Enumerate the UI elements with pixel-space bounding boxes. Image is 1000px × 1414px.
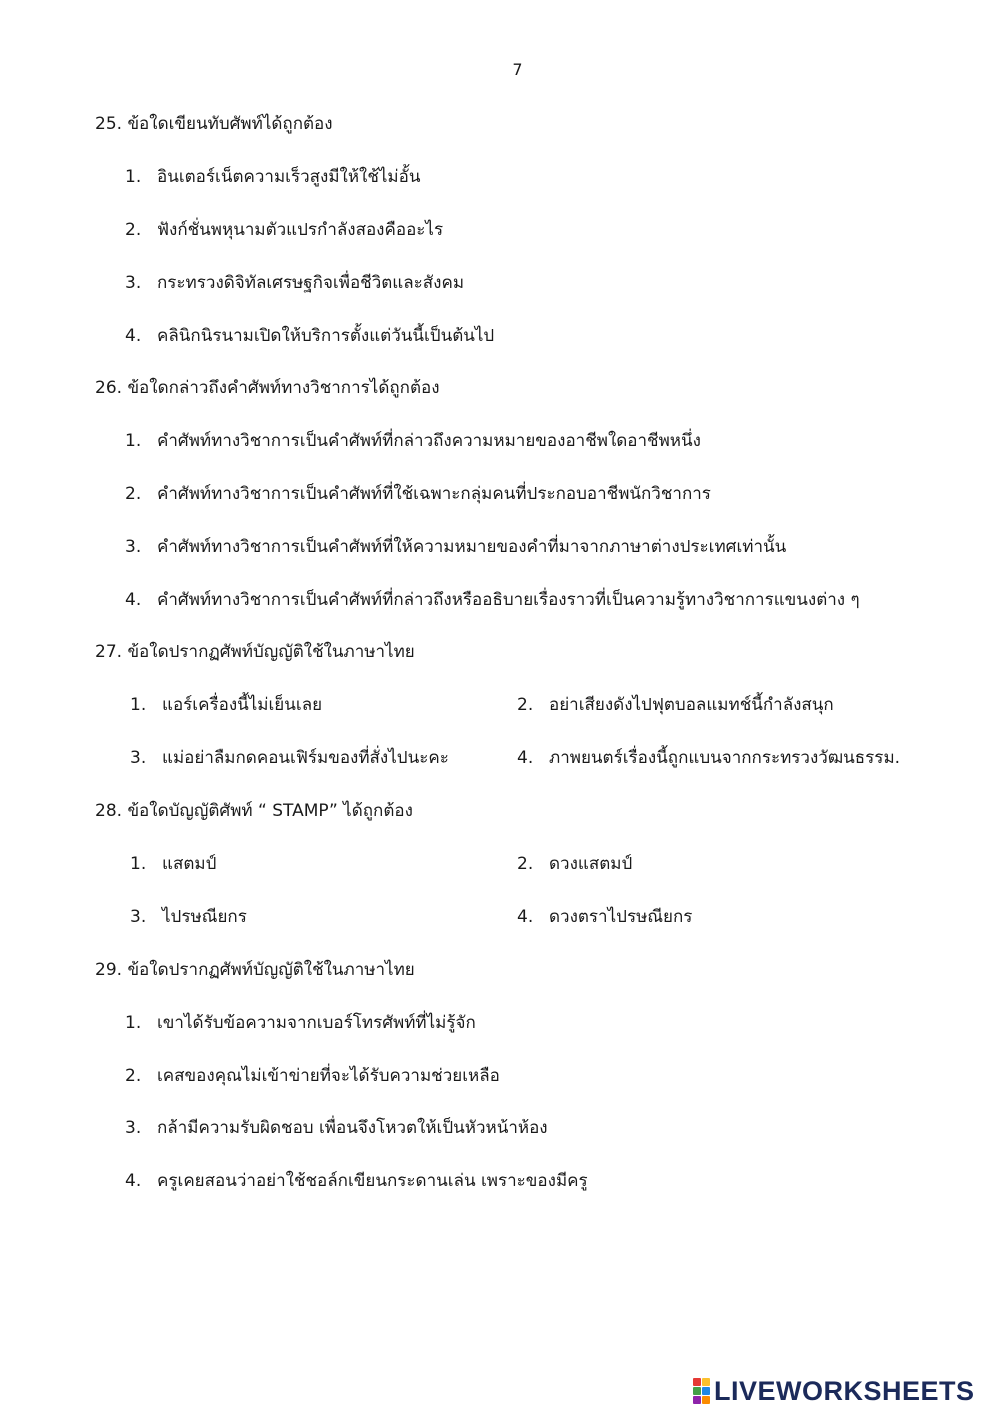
option-number: 2. — [125, 220, 142, 240]
liveworksheets-wordmark: LIVEWORKSHEETS — [714, 1375, 975, 1406]
option-number: 1. — [130, 854, 147, 874]
logo-tile — [702, 1396, 710, 1404]
option-number: 2. — [517, 695, 534, 715]
question-29-option-4 — [125, 1167, 588, 1194]
option-number: 4. — [125, 326, 142, 346]
option-text: กระทรวงดิจิทัลเศรษฐกิจเพื่อชีวิตและสังคม — [157, 273, 465, 293]
option-text: คำศัพท์ทางวิชาการเป็นคำศัพท์ที่ใช้เฉพาะกลุ่มคนที่ประกอบอาชีพนักวิชาการ — [157, 484, 711, 504]
question-25-option-3 — [125, 269, 464, 296]
option-number: 3. — [130, 907, 147, 927]
liveworksheets-logo — [693, 1376, 975, 1406]
logo-tile — [693, 1396, 701, 1404]
logo-tile — [702, 1378, 710, 1386]
option-text: เคสของคุณไม่เข้าข่ายที่จะได้รับความช่วยเหลือ — [157, 1066, 500, 1086]
question-26-option-4 — [125, 586, 860, 613]
option-number: 3. — [125, 537, 142, 557]
option-text: ฟังก์ชั่นพหุนามตัวแปรกำลังสองคืออะไร — [157, 220, 444, 240]
option-text: ดวงตราไปรษณียกร — [549, 907, 693, 927]
question-26-option-2 — [125, 480, 711, 507]
option-number: 1. — [130, 695, 147, 715]
question-26-title: 26. ข้อใดกล่าวถึงคำศัพท์ทางวิชาการได้ถูกต้อง — [95, 378, 440, 398]
question-27-option-2 — [517, 691, 834, 718]
question-27-option-1 — [130, 691, 322, 718]
option-number: 2. — [517, 854, 534, 874]
option-number: 2. — [125, 484, 142, 504]
option-text: คำศัพท์ทางวิชาการเป็นคำศัพท์ที่กล่าวถึงความหมายของอาชีพใดอาชีพหนึ่ง — [157, 431, 701, 451]
option-text: แอร์เครื่องนี้ไม่เย็นเลย — [162, 695, 323, 715]
option-number: 4. — [517, 907, 534, 927]
question-27-option-4 — [517, 744, 900, 771]
option-text: ภาพยนตร์เรื่องนี้ถูกแบนจากกระทรวงวัฒนธรรม. — [549, 748, 901, 768]
option-text: แม่อย่าลืมกดคอนเฟิร์มของที่สั่งไปนะคะ — [162, 748, 449, 768]
option-text: ไปรษณียกร — [162, 907, 247, 927]
question-29-option-3 — [125, 1114, 548, 1141]
option-text: ครูเคยสอนว่าอย่าใช้ชอล์กเขียนกระดานเล่น เพราะของมีครู — [157, 1171, 588, 1191]
page-number: 7 — [512, 60, 523, 79]
option-number: 1. — [125, 431, 142, 451]
liveworksheets-logo-icon — [693, 1378, 710, 1404]
option-number: 3. — [130, 748, 147, 768]
question-29-option-2 — [125, 1062, 500, 1089]
option-text: ดวงแสตมป์ — [549, 854, 633, 874]
question-26-option-3 — [125, 533, 786, 560]
option-number: 1. — [125, 1013, 142, 1033]
question-28-option-1 — [130, 850, 216, 877]
logo-tile — [693, 1378, 701, 1386]
question-27-title: 27. ข้อใดปรากฏศัพท์บัญญัติใช้ในภาษาไทย — [95, 642, 415, 662]
option-text: คำศัพท์ทางวิชาการเป็นคำศัพท์ที่กล่าวถึงหรืออธิบายเรื่องราวที่เป็นความรู้ทางวิชาการแขนงต่าง ๆ — [157, 590, 860, 610]
option-text: อินเตอร์เน็ตความเร็วสูงมีให้ใช้ไม่อั้น — [157, 167, 421, 187]
option-text: คำศัพท์ทางวิชาการเป็นคำศัพท์ที่ให้ความหมายของคำที่มาจากภาษาต่างประเทศเท่านั้น — [157, 537, 787, 557]
question-28-option-2 — [517, 850, 632, 877]
question-25-option-1 — [125, 163, 420, 190]
option-number: 2. — [125, 1066, 142, 1086]
option-number: 3. — [125, 273, 142, 293]
question-28-option-3 — [130, 903, 247, 930]
option-number: 4. — [125, 590, 142, 610]
question-28-title: 28. ข้อใดบัญญัติศัพท์ “ STAMP” ได้ถูกต้อง — [95, 801, 413, 821]
option-text: อย่าเสียงดังไปฟุตบอลแมทช์นี้กำลังสนุก — [549, 695, 834, 715]
question-29-title: 29. ข้อใดปรากฏศัพท์บัญญัติใช้ในภาษาไทย — [95, 960, 415, 980]
option-number: 4. — [125, 1171, 142, 1191]
option-number: 1. — [125, 167, 142, 187]
question-25-option-2 — [125, 216, 443, 243]
question-25-option-4 — [125, 322, 494, 349]
logo-tile — [702, 1387, 710, 1395]
question-26-option-1 — [125, 427, 701, 454]
option-number: 4. — [517, 748, 534, 768]
question-28-option-4 — [517, 903, 692, 930]
logo-tile — [693, 1387, 701, 1395]
option-text: กล้ามีความรับผิดชอบ เพื่อนจึงโหวตให้เป็นหัวหน้าห้อง — [157, 1118, 548, 1138]
option-text: คลินิกนิรนามเปิดให้บริการตั้งแต่วันนี้เป็นต้นไป — [157, 326, 495, 346]
option-text: เขาได้รับข้อความจากเบอร์โทรศัพท์ที่ไม่รู้จัก — [157, 1013, 476, 1033]
question-29-option-1 — [125, 1009, 476, 1036]
option-number: 3. — [125, 1118, 142, 1138]
option-text: แสตมป์ — [162, 854, 217, 874]
question-25-title: 25. ข้อใดเขียนทับศัพท์ได้ถูกต้อง — [95, 114, 333, 134]
question-27-option-3 — [130, 744, 449, 771]
